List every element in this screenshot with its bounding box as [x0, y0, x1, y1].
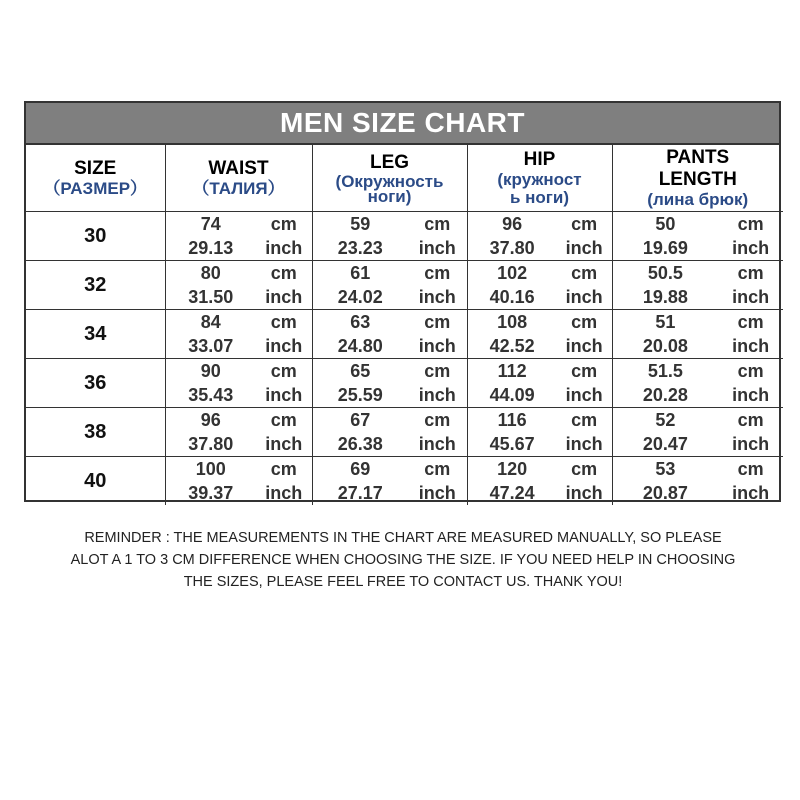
- leg-inch-value: 24.80: [337, 335, 383, 356]
- leg-cell: [312, 310, 467, 359]
- hip-cell: [467, 359, 612, 408]
- unit-cm-label: cm: [737, 262, 764, 283]
- size-value: 40: [26, 457, 165, 506]
- pants-cell: [612, 457, 783, 506]
- header-pants-length: [612, 145, 783, 212]
- hip-inch-value: 42.52: [489, 335, 535, 356]
- unit-inch-label: inch: [565, 286, 603, 307]
- unit-cm-label: cm: [571, 213, 598, 234]
- hip-cm-value: 112: [497, 360, 527, 381]
- header-leg-ru-1: (Окружность: [335, 172, 444, 191]
- pants-inch-value: 19.69: [642, 237, 688, 258]
- hip-cell: [467, 310, 612, 359]
- header-size-en: SIZE: [74, 158, 117, 179]
- table-row: [26, 310, 783, 359]
- pants-inch-value: 20.87: [642, 482, 688, 503]
- unit-cm-label: cm: [737, 311, 764, 332]
- unit-cm-label: cm: [270, 213, 297, 234]
- size-value: 38: [26, 408, 165, 457]
- leg-inch-value: 23.23: [337, 237, 383, 258]
- waist-inch-value: 35.43: [188, 384, 234, 405]
- hip-inch-value: 47.24: [489, 482, 535, 503]
- unit-inch-label: inch: [418, 384, 456, 405]
- size-value: 36: [26, 359, 165, 408]
- pants-inch-value: 20.28: [642, 384, 688, 405]
- header-hip-ru-1: (кружност: [497, 170, 582, 189]
- table-row: [26, 212, 783, 261]
- unit-cm-label: cm: [424, 311, 451, 332]
- unit-inch-label: inch: [565, 335, 603, 356]
- hip-inch-value: 37.80: [489, 237, 535, 258]
- leg-cell: [312, 261, 467, 310]
- size-chart: [24, 101, 781, 502]
- header-leg: [312, 145, 467, 212]
- pants-cell: [612, 408, 783, 457]
- unit-cm-label: cm: [270, 311, 297, 332]
- waist-cell: [165, 212, 312, 261]
- pants-cm-value: 52: [655, 409, 676, 430]
- pants-cell: [612, 212, 783, 261]
- table-row: [26, 359, 783, 408]
- header-pants-en-2: LENGTH: [658, 169, 737, 190]
- waist-inch-value: 31.50: [188, 286, 234, 307]
- reminder-line: THE SIZES, PLEASE FEEL FREE TO CONTACT US. THANK YOU!: [183, 574, 623, 590]
- unit-inch-label: inch: [418, 335, 456, 356]
- header-waist-en: WAIST: [208, 158, 269, 179]
- unit-cm-label: cm: [571, 409, 598, 430]
- table-row: [26, 261, 783, 310]
- table-row: [26, 457, 783, 506]
- leg-cm-value: 67: [350, 409, 371, 430]
- unit-inch-label: inch: [265, 286, 303, 307]
- hip-cm-value: 116: [497, 409, 527, 430]
- unit-inch-label: inch: [265, 433, 303, 454]
- header-pants-en-1: PANTS: [666, 147, 730, 168]
- header-leg-en: LEG: [369, 152, 410, 173]
- header-row: [26, 145, 783, 212]
- size-value: 30: [26, 212, 165, 261]
- chart-title: MEN SIZE CHART: [26, 103, 779, 145]
- leg-inch-value: 25.59: [337, 384, 383, 405]
- unit-cm-label: cm: [424, 213, 451, 234]
- unit-inch-label: inch: [732, 286, 770, 307]
- hip-cm-value: 102: [497, 262, 528, 283]
- unit-inch-label: inch: [265, 384, 303, 405]
- hip-inch-value: 45.67: [489, 433, 535, 454]
- unit-cm-label: cm: [737, 458, 764, 479]
- hip-cm-value: 96: [502, 213, 523, 234]
- unit-inch-label: inch: [565, 482, 603, 503]
- leg-cm-value: 65: [350, 360, 371, 381]
- unit-inch-label: inch: [265, 482, 303, 503]
- header-size-ru: （РАЗМЕР）: [43, 179, 148, 198]
- reminder-line: REMINDER : THE MEASUREMENTS IN THE CHART ARE MEASURED MANUALLY, SO PLEASE: [84, 530, 722, 546]
- unit-inch-label: inch: [565, 237, 603, 258]
- unit-cm-label: cm: [424, 360, 451, 381]
- hip-cell: [467, 408, 612, 457]
- header-leg-ru-2: ноги): [367, 187, 412, 206]
- size-table: [26, 145, 783, 505]
- unit-cm-label: cm: [424, 458, 451, 479]
- leg-cm-value: 69: [350, 458, 371, 479]
- header-size: [26, 145, 165, 212]
- waist-cell: [165, 408, 312, 457]
- unit-cm-label: cm: [737, 360, 764, 381]
- leg-cell: [312, 359, 467, 408]
- unit-cm-label: cm: [571, 360, 598, 381]
- unit-inch-label: inch: [732, 384, 770, 405]
- waist-cm-value: 74: [200, 213, 221, 234]
- pants-cm-value: 51.5: [647, 360, 683, 381]
- unit-inch-label: inch: [418, 286, 456, 307]
- leg-inch-value: 27.17: [337, 482, 383, 503]
- size-value: 32: [26, 261, 165, 310]
- waist-inch-value: 39.37: [188, 482, 234, 503]
- unit-inch-label: inch: [265, 335, 303, 356]
- unit-inch-label: inch: [418, 237, 456, 258]
- waist-cm-value: 90: [200, 360, 221, 381]
- header-waist: [165, 145, 312, 212]
- pants-cell: [612, 310, 783, 359]
- unit-cm-label: cm: [571, 262, 598, 283]
- unit-cm-label: cm: [737, 213, 764, 234]
- unit-cm-label: cm: [571, 458, 598, 479]
- hip-cm-value: 120: [497, 458, 528, 479]
- waist-cm-value: 80: [200, 262, 221, 283]
- pants-cm-value: 51: [655, 311, 676, 332]
- unit-cm-label: cm: [270, 360, 297, 381]
- pants-inch-value: 19.88: [642, 286, 688, 307]
- waist-inch-value: 37.80: [188, 433, 234, 454]
- unit-cm-label: cm: [270, 458, 297, 479]
- waist-inch-value: 29.13: [188, 237, 234, 258]
- hip-cell: [467, 457, 612, 506]
- hip-cell: [467, 261, 612, 310]
- unit-cm-label: cm: [270, 262, 297, 283]
- unit-cm-label: cm: [571, 311, 598, 332]
- unit-cm-label: cm: [737, 409, 764, 430]
- pants-cm-value: 53: [655, 458, 676, 479]
- hip-cell: [467, 212, 612, 261]
- waist-cell: [165, 359, 312, 408]
- leg-inch-value: 26.38: [337, 433, 383, 454]
- reminder-line: ALOT A 1 TO 3 CM DIFFERENCE WHEN CHOOSING THE SIZE. IF YOU NEED HELP IN CHOOSING: [70, 552, 736, 568]
- unit-inch-label: inch: [732, 335, 770, 356]
- leg-cell: [312, 212, 467, 261]
- leg-cell: [312, 408, 467, 457]
- waist-cell: [165, 457, 312, 506]
- leg-cm-value: 63: [350, 311, 371, 332]
- pants-inch-value: 20.47: [642, 433, 688, 454]
- unit-inch-label: inch: [732, 433, 770, 454]
- unit-inch-label: inch: [418, 482, 456, 503]
- unit-cm-label: cm: [424, 409, 451, 430]
- reminder-note: [20, 527, 786, 593]
- header-waist-ru: （ТАЛИЯ）: [192, 179, 285, 198]
- header-hip: [467, 145, 612, 212]
- unit-inch-label: inch: [265, 237, 303, 258]
- header-hip-ru-2: ь ноги): [509, 188, 570, 207]
- leg-cm-value: 59: [350, 213, 371, 234]
- pants-cell: [612, 261, 783, 310]
- waist-cm-value: 84: [200, 311, 221, 332]
- unit-cm-label: cm: [270, 409, 297, 430]
- unit-cm-label: cm: [424, 262, 451, 283]
- hip-inch-value: 40.16: [489, 286, 535, 307]
- leg-cm-value: 61: [350, 262, 371, 283]
- table-row: [26, 408, 783, 457]
- unit-inch-label: inch: [732, 237, 770, 258]
- unit-inch-label: inch: [418, 433, 456, 454]
- waist-cm-value: 100: [195, 458, 226, 479]
- leg-inch-value: 24.02: [337, 286, 383, 307]
- pants-cm-value: 50.5: [647, 262, 683, 283]
- waist-cell: [165, 310, 312, 359]
- leg-cell: [312, 457, 467, 506]
- size-value: 34: [26, 310, 165, 359]
- waist-inch-value: 33.07: [188, 335, 234, 356]
- unit-inch-label: inch: [565, 433, 603, 454]
- unit-inch-label: inch: [565, 384, 603, 405]
- waist-cm-value: 96: [200, 409, 221, 430]
- unit-inch-label: inch: [732, 482, 770, 503]
- pants-cm-value: 50: [655, 213, 676, 234]
- pants-cell: [612, 359, 783, 408]
- header-pants-ru: (лина брюк): [647, 190, 749, 209]
- header-hip-en: HIP: [523, 149, 556, 170]
- hip-cm-value: 108: [497, 311, 528, 332]
- hip-inch-value: 44.09: [489, 384, 535, 405]
- waist-cell: [165, 261, 312, 310]
- pants-inch-value: 20.08: [642, 335, 688, 356]
